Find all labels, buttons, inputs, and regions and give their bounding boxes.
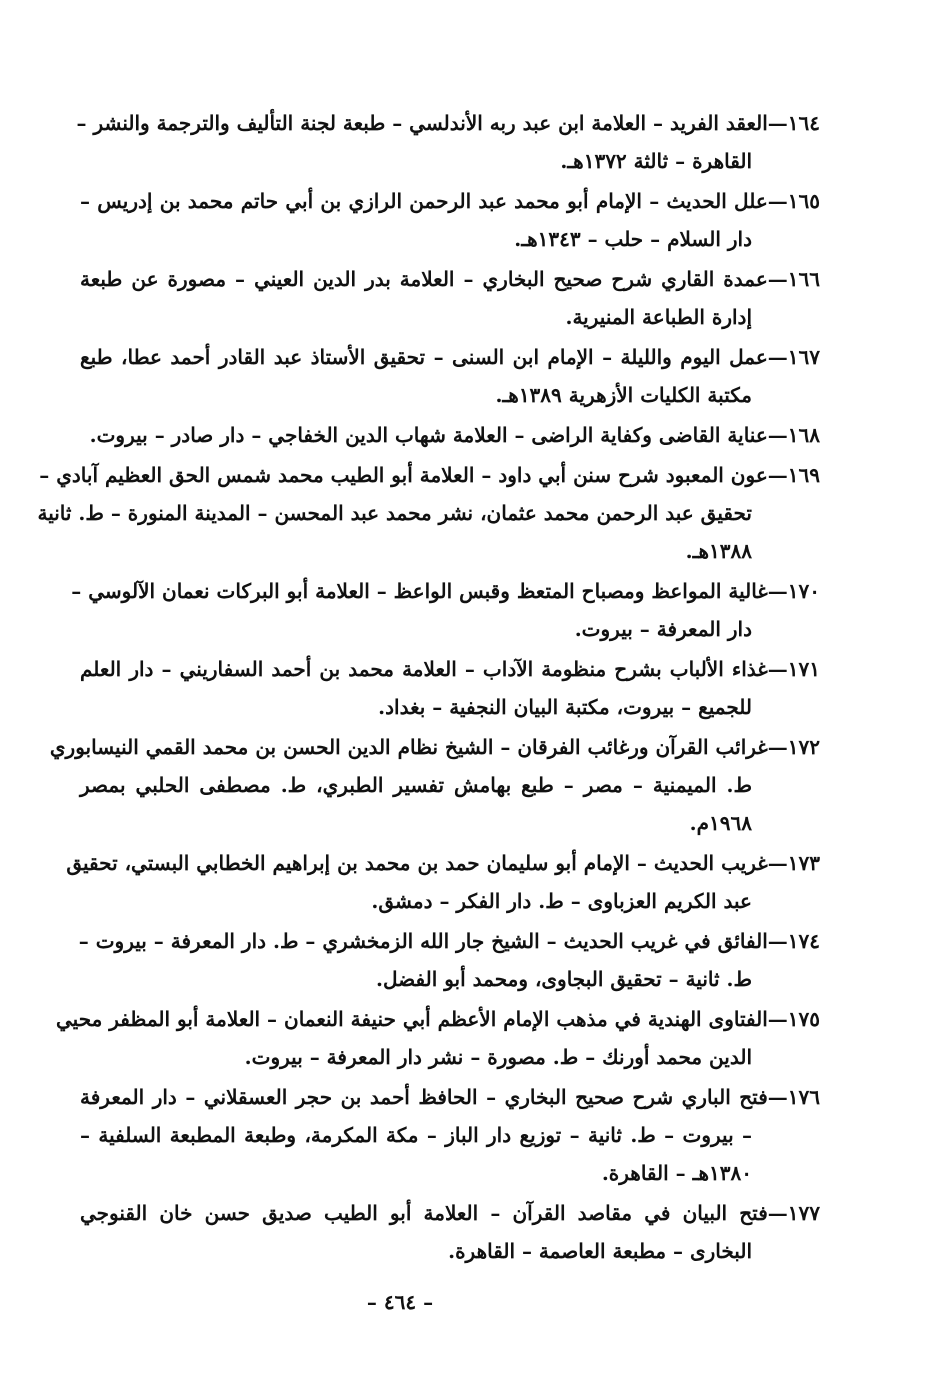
entry-number-dash: —: [767, 735, 788, 759]
entry-number-dash: —: [767, 423, 788, 447]
bibliography-entry: [66, 844, 820, 920]
entry-number: ١٧٦: [787, 1085, 820, 1109]
entry-line: [80, 1038, 820, 1076]
entry-line: [55, 1000, 820, 1038]
entry-line: [37, 494, 820, 532]
entry-number: ١٦٥: [787, 189, 820, 213]
entry-number: ١٧٠: [787, 579, 820, 603]
entry-number-dash: —: [767, 657, 788, 681]
entry-line: [76, 104, 820, 142]
bibliography-entry: [80, 1194, 820, 1270]
bibliography-entry: [80, 182, 820, 258]
entry-number-dash: —: [767, 267, 788, 291]
entry-text: دار المعرفة – بيروت.: [574, 617, 752, 641]
entry-text: عمل اليوم والليلة – الإمام ابن السنى – تحقيق الأستاذ عبد القادر أحمد عطا، طبع: [80, 345, 768, 369]
entry-line: [80, 182, 820, 220]
entry-line: [80, 688, 820, 726]
entry-text: غالية المواعظ ومصباح المتعظ وقبس الواعظ – العلامة أبو البركات نعمان الآلوسي –: [71, 579, 768, 603]
entry-line: [80, 260, 820, 298]
entry-text: دار السلام – حلب – ١٣٤٣هـ.: [514, 227, 752, 251]
entry-number: ١٦٦: [787, 267, 820, 291]
entry-text: تحقيق عبد الرحمن محمد عثمان، نشر محمد عبد المحسن – المدينة المنورة – ط. ثانية: [37, 501, 752, 525]
entry-line: [49, 728, 820, 766]
bibliography-entry: [71, 572, 820, 648]
entry-text: علل الحديث – الإمام أبو محمد عبد الرحمن الرازي بن أبي حاتم محمد بن إدريس –: [80, 189, 768, 213]
entry-number: ١٧٤: [787, 929, 820, 953]
entry-line: [80, 1194, 820, 1232]
bibliography-entry: [80, 260, 820, 336]
entry-line: [80, 650, 820, 688]
entry-text: القاهرة – ثالثة ١٣٧٢هـ.: [560, 149, 752, 173]
entry-text: غذاء الألباب بشرح منظومة الآداب – العلامة محمد بن أحمد السفاريني – دار العلم: [80, 657, 768, 681]
entry-line: [80, 804, 820, 842]
entry-number: ١٧٣: [787, 851, 820, 875]
entry-line: [80, 1116, 820, 1154]
bibliography-entry: [37, 456, 820, 570]
entry-number-dash: —: [767, 463, 788, 487]
entry-text: ١٩٦٨م.: [689, 811, 752, 835]
entry-text: ط. ثانية – تحقيق البجاوى، ومحمد أبو الفضل.: [376, 967, 752, 991]
entry-text: للجميع – بيروت، مكتبة البيان النجفية – بغداد.: [378, 695, 752, 719]
entry-text: عناية القاضى وكفاية الراضى – العلامة شهاب الدين الخفاجي – دار صادر – بيروت.: [89, 423, 768, 447]
entry-number-dash: —: [767, 929, 788, 953]
entry-number-dash: —: [767, 1201, 788, 1225]
bibliography-list: [37, 104, 820, 1272]
entry-text: الفائق في غريب الحديث – الشيخ جار الله الزمخشري – ط. دار المعرفة – بيروت –: [78, 929, 768, 953]
entry-line: [80, 766, 820, 804]
entry-line: [80, 1232, 820, 1270]
entry-line: [80, 882, 820, 920]
entry-text: الدين محمد أورنك – ط. مصورة – نشر دار المعرفة – بيروت.: [244, 1045, 752, 1069]
entry-number-dash: —: [767, 1007, 788, 1031]
entry-line: [80, 960, 820, 998]
entry-line: [71, 572, 820, 610]
page-number: – ٤٦٤ –: [366, 1290, 434, 1314]
entry-text: ١٣٨٨هـ.: [685, 539, 752, 563]
entry-number: ١٦٤: [787, 111, 820, 135]
entry-number-dash: —: [767, 111, 788, 135]
entry-text: ط. الميمنية – مصر – طبع بهامش تفسير الطبري، ط. مصطفى الحلبي بمصر: [80, 773, 752, 797]
bibliography-entry: [80, 922, 820, 998]
entry-line: [80, 610, 820, 648]
entry-line: [39, 456, 820, 494]
entry-text: العقد الفريد – العلامة ابن عبد ربه الأندلسي – طبعة لجنة التأليف والترجمة والنشر –: [76, 111, 768, 135]
entry-text: عمدة القاري شرح صحيح البخاري – العلامة بدر الدين العيني – مصورة عن طبعة: [80, 267, 768, 291]
bibliography-entry: [80, 416, 820, 454]
entry-number: ١٧٢: [787, 735, 820, 759]
entry-number: ١٧٥: [787, 1007, 820, 1031]
bibliography-entry: [55, 1000, 820, 1076]
entry-text: فتح الباري شرح صحيح البخاري – الحافظ أحمد بن حجر العسقلاني – دار المعرفة: [80, 1085, 768, 1109]
entry-line: [80, 298, 820, 336]
entry-text: البخارى – مطبعة العاصمة – القاهرة.: [448, 1239, 752, 1263]
entry-number-dash: —: [767, 851, 788, 875]
entry-line: [80, 1154, 820, 1192]
entry-line: [80, 220, 820, 258]
entry-text: غريب الحديث – الإمام أبو سليمان حمد بن محمد بن إبراهيم الخطابي البستي، تحقيق: [66, 851, 768, 875]
entry-text: مكتبة الكليات الأزهرية ١٣٨٩هـ.: [495, 383, 752, 407]
entry-text: إدارة الطباعة المنيرية.: [565, 305, 752, 329]
entry-line: [80, 416, 820, 454]
entry-text: – بيروت – ط. ثانية – توزيع دار الباز – مكة المكرمة، وطبعة المطبعة السلفية –: [80, 1123, 752, 1147]
entry-number-dash: —: [767, 345, 788, 369]
bibliography-entry: [49, 728, 820, 842]
bibliography-entry: [76, 104, 820, 180]
bibliography-entry: [80, 1078, 820, 1192]
entry-text: ١٣٨٠هـ – القاهرة.: [601, 1161, 752, 1185]
entry-text: غرائب القرآن ورغائب الفرقان – الشيخ نظام الدين الحسن بن محمد القمي النيسابوري: [49, 735, 768, 759]
entry-number: ١٦٩: [787, 463, 820, 487]
entry-line: [80, 338, 820, 376]
entry-text: الفتاوى الهندية في مذهب الإمام الأعظم أبي حنيفة النعمان – العلامة أبو المظفر محيي: [55, 1007, 768, 1031]
bibliography-entry: [80, 338, 820, 414]
entry-line: [66, 844, 820, 882]
entry-line: [80, 376, 820, 414]
entry-number: ١٧٧: [787, 1201, 820, 1225]
entry-line: [80, 142, 820, 180]
bibliography-entry: [80, 650, 820, 726]
entry-line: [80, 532, 820, 570]
entry-number: ١٦٧: [787, 345, 820, 369]
entry-text: عون المعبود شرح سنن أبي داود – العلامة أبو الطيب محمد شمس الحق العظيم آبادي –: [39, 463, 768, 487]
entry-text: عبد الكريم العزباوى – ط. دار الفكر – دمشق.: [371, 889, 752, 913]
entry-line: [80, 1078, 820, 1116]
entry-line: [80, 922, 820, 960]
entry-number: ١٦٨: [787, 423, 820, 447]
entry-number-dash: —: [767, 579, 788, 603]
entry-text: فتح البيان في مقاصد القرآن – العلامة أبو الطيب صديق حسن خان القنوجي: [80, 1201, 768, 1225]
entry-number-dash: —: [767, 189, 788, 213]
entry-number-dash: —: [767, 1085, 788, 1109]
entry-number: ١٧١: [787, 657, 820, 681]
